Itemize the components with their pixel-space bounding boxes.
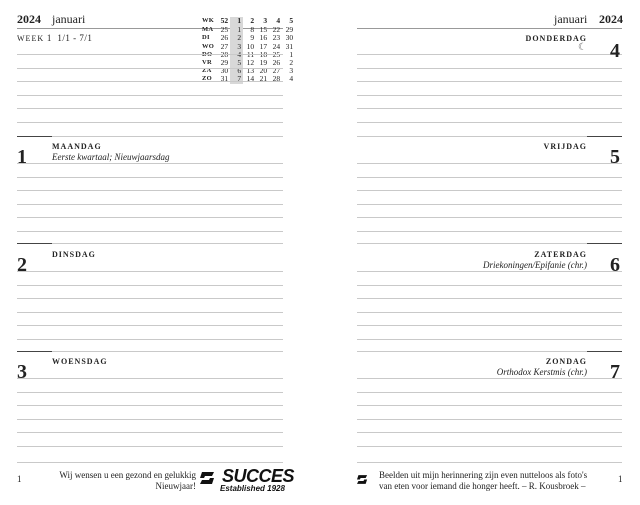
day-holiday: Driekoningen/Epifanie (chr.)	[483, 260, 587, 270]
writing-line	[357, 122, 622, 123]
day-marker-rule	[587, 351, 622, 352]
logo-tagline: Established 1928	[220, 484, 285, 494]
calendar-cell: 26	[220, 33, 229, 43]
day-number: 6	[610, 254, 620, 276]
calendar-cell: 29	[220, 58, 229, 68]
day-name: DINSDAG	[52, 250, 96, 259]
day-number: 2	[17, 254, 27, 276]
gutter	[300, 0, 340, 505]
mini-calendar	[200, 17, 295, 84]
writing-line	[357, 108, 622, 109]
calendar-cell: 11	[246, 49, 255, 59]
calendar-cell: DI	[202, 34, 210, 42]
calendar-header-row	[200, 17, 295, 26]
week-number: 1	[46, 33, 52, 43]
writing-line	[17, 432, 283, 433]
writing-line	[17, 231, 283, 232]
calendar-cell: 25	[272, 49, 281, 59]
writing-line	[357, 432, 622, 433]
writing-line	[357, 419, 622, 420]
writing-line	[357, 54, 622, 55]
writing-line	[17, 68, 283, 69]
calendar-cell: 19	[259, 58, 268, 68]
calendar-cell: WK	[202, 17, 215, 24]
calendar-cell: 4	[276, 16, 281, 25]
logo-word: SUCCES	[222, 466, 295, 486]
writing-line	[357, 405, 622, 406]
writing-line	[357, 325, 622, 326]
calendar-cell: 1	[230, 26, 243, 34]
succes-logo-icon	[357, 473, 370, 486]
writing-line	[17, 108, 283, 109]
calendar-cell: 6	[230, 67, 243, 75]
writing-line	[357, 136, 587, 137]
writing-line	[52, 136, 283, 137]
calendar-cell: 15	[259, 25, 268, 35]
month-label: januari	[52, 12, 86, 26]
calendar-cell: 17	[259, 41, 268, 51]
calendar-row	[200, 75, 295, 83]
calendar-cell: 12	[246, 58, 255, 68]
calendar-cell: 22	[272, 25, 281, 35]
calendar-cell: 9	[250, 33, 255, 43]
day-holiday: Eerste kwartaal; Nieuwjaarsdag	[52, 152, 170, 162]
writing-line	[357, 392, 622, 393]
writing-line	[17, 271, 283, 272]
header-rule	[357, 28, 622, 29]
writing-line	[357, 81, 622, 82]
calendar-cell: 25	[220, 25, 229, 35]
calendar-cell: 18	[259, 49, 268, 59]
calendar-cell: 7	[230, 75, 243, 83]
calendar-cell: 27	[220, 41, 229, 51]
week-label: WEEK	[17, 34, 45, 43]
writing-line	[17, 378, 283, 379]
calendar-cell: 21	[259, 74, 268, 84]
moon-phase-icon: ☾	[578, 42, 587, 53]
day-name: MAANDAG	[52, 142, 102, 151]
writing-line	[17, 312, 283, 313]
day-marker-rule	[17, 351, 52, 352]
writing-line	[17, 325, 283, 326]
writing-line	[17, 204, 283, 205]
writing-line	[17, 122, 283, 123]
calendar-cell: 28	[272, 74, 281, 84]
page-number: 1	[17, 474, 22, 484]
day-name: DONDERDAG	[525, 34, 587, 43]
day-number: 7	[610, 361, 620, 383]
right-page	[340, 0, 640, 505]
day-name: VRIJDAG	[543, 142, 587, 151]
writing-line	[357, 68, 622, 69]
writing-line	[357, 204, 622, 205]
calendar-cell: 52	[220, 16, 229, 25]
writing-line	[17, 177, 283, 178]
writing-line	[17, 339, 283, 340]
writing-line	[17, 446, 283, 447]
writing-line	[17, 392, 283, 393]
writing-line	[357, 271, 622, 272]
calendar-cell: 14	[246, 74, 255, 84]
day-number: 3	[17, 361, 27, 383]
calendar-cell: 13	[246, 66, 255, 76]
calendar-cell: 4	[289, 74, 294, 84]
greeting-line-2: Nieuwjaar!	[155, 481, 196, 491]
writing-line	[357, 312, 622, 313]
calendar-cell: 16	[259, 33, 268, 43]
succes-logo	[200, 466, 294, 493]
day-holiday: Orthodox Kerstmis (chr.)	[496, 367, 587, 377]
greeting-line-1: Wij wensen u een gezond en gelukkig	[59, 470, 196, 480]
writing-line	[17, 462, 283, 463]
day-marker-rule	[587, 136, 622, 137]
day-number: 4	[610, 40, 620, 62]
writing-line	[357, 462, 622, 463]
calendar-cell: VR	[202, 59, 212, 67]
calendar-cell: DO	[202, 50, 213, 58]
writing-line	[17, 285, 283, 286]
writing-line	[357, 285, 622, 286]
greeting-text	[52, 470, 196, 492]
calendar-cell: 30	[285, 33, 294, 43]
calendar-cell: 29	[285, 25, 294, 35]
writing-line	[357, 163, 622, 164]
calendar-cell: 2	[250, 16, 255, 25]
week-info	[17, 33, 92, 43]
calendar-cell: 27	[272, 66, 281, 76]
writing-line	[17, 163, 283, 164]
calendar-cell: 4	[230, 51, 243, 59]
quote-text	[379, 470, 609, 492]
calendar-cell: 2	[230, 34, 243, 42]
calendar-cell: 3	[289, 66, 294, 76]
day-name: ZONDAG	[545, 357, 587, 366]
writing-line	[52, 243, 283, 244]
writing-line	[357, 231, 622, 232]
writing-line	[357, 446, 622, 447]
day-number: 1	[17, 146, 27, 168]
year-label: 2024	[599, 12, 623, 26]
calendar-cell: 8	[250, 25, 255, 35]
day-marker-rule	[587, 243, 622, 244]
writing-line	[17, 54, 283, 55]
calendar-cell: 10	[246, 41, 255, 51]
calendar-cell: 1	[289, 49, 294, 59]
year-label: 2024	[17, 12, 41, 26]
day-marker-rule	[17, 136, 52, 137]
calendar-cell: 20	[259, 66, 268, 76]
quote-line-2: van eten voor iemand die honger heeft. – R. Kousbroek –	[379, 481, 586, 491]
quote-line-1: Beelden uit mijn herinnering zijn even nutteloos als foto's	[379, 470, 588, 480]
calendar-cell: 30	[220, 66, 229, 76]
writing-line	[357, 217, 622, 218]
month-label: januari	[554, 12, 588, 26]
writing-line	[357, 298, 622, 299]
day-number: 5	[610, 146, 620, 168]
calendar-cell: ZA	[202, 67, 212, 75]
calendar-cell: 24	[272, 41, 281, 51]
calendar-cell: 26	[272, 58, 281, 68]
writing-line	[17, 419, 283, 420]
writing-line	[17, 405, 283, 406]
writing-line	[357, 95, 622, 96]
calendar-cell: 2	[289, 58, 294, 68]
writing-line	[357, 190, 622, 191]
writing-line	[17, 217, 283, 218]
page-number: 1	[618, 474, 623, 484]
calendar-cell: 31	[220, 74, 229, 84]
left-page	[0, 0, 300, 505]
calendar-cell: 23	[272, 33, 281, 43]
writing-line	[357, 351, 587, 352]
calendar-cell: WO	[202, 42, 215, 50]
succes-logo-icon	[200, 469, 218, 487]
calendar-cell: 5	[289, 16, 294, 25]
writing-line	[17, 298, 283, 299]
calendar-cell: 28	[220, 49, 229, 59]
calendar-cell: 31	[285, 41, 294, 51]
calendar-cell: ZO	[202, 75, 212, 83]
day-name: ZATERDAG	[534, 250, 587, 259]
writing-line	[357, 339, 622, 340]
calendar-cell: 1	[230, 17, 243, 26]
calendar-cell: MA	[202, 26, 214, 34]
writing-line	[357, 243, 587, 244]
calendar-cell: 3	[263, 16, 268, 25]
writing-line	[17, 95, 283, 96]
week-range: 1/1 - 7/1	[57, 33, 93, 43]
calendar-cell: 3	[230, 43, 243, 51]
writing-line	[17, 81, 283, 82]
calendar-row	[200, 26, 295, 34]
day-marker-rule	[17, 243, 52, 244]
calendar-cell: 5	[230, 59, 243, 67]
day-name: WOENSDAG	[52, 357, 108, 366]
writing-line	[52, 351, 283, 352]
writing-line	[357, 177, 622, 178]
writing-line	[17, 190, 283, 191]
writing-line	[357, 378, 622, 379]
